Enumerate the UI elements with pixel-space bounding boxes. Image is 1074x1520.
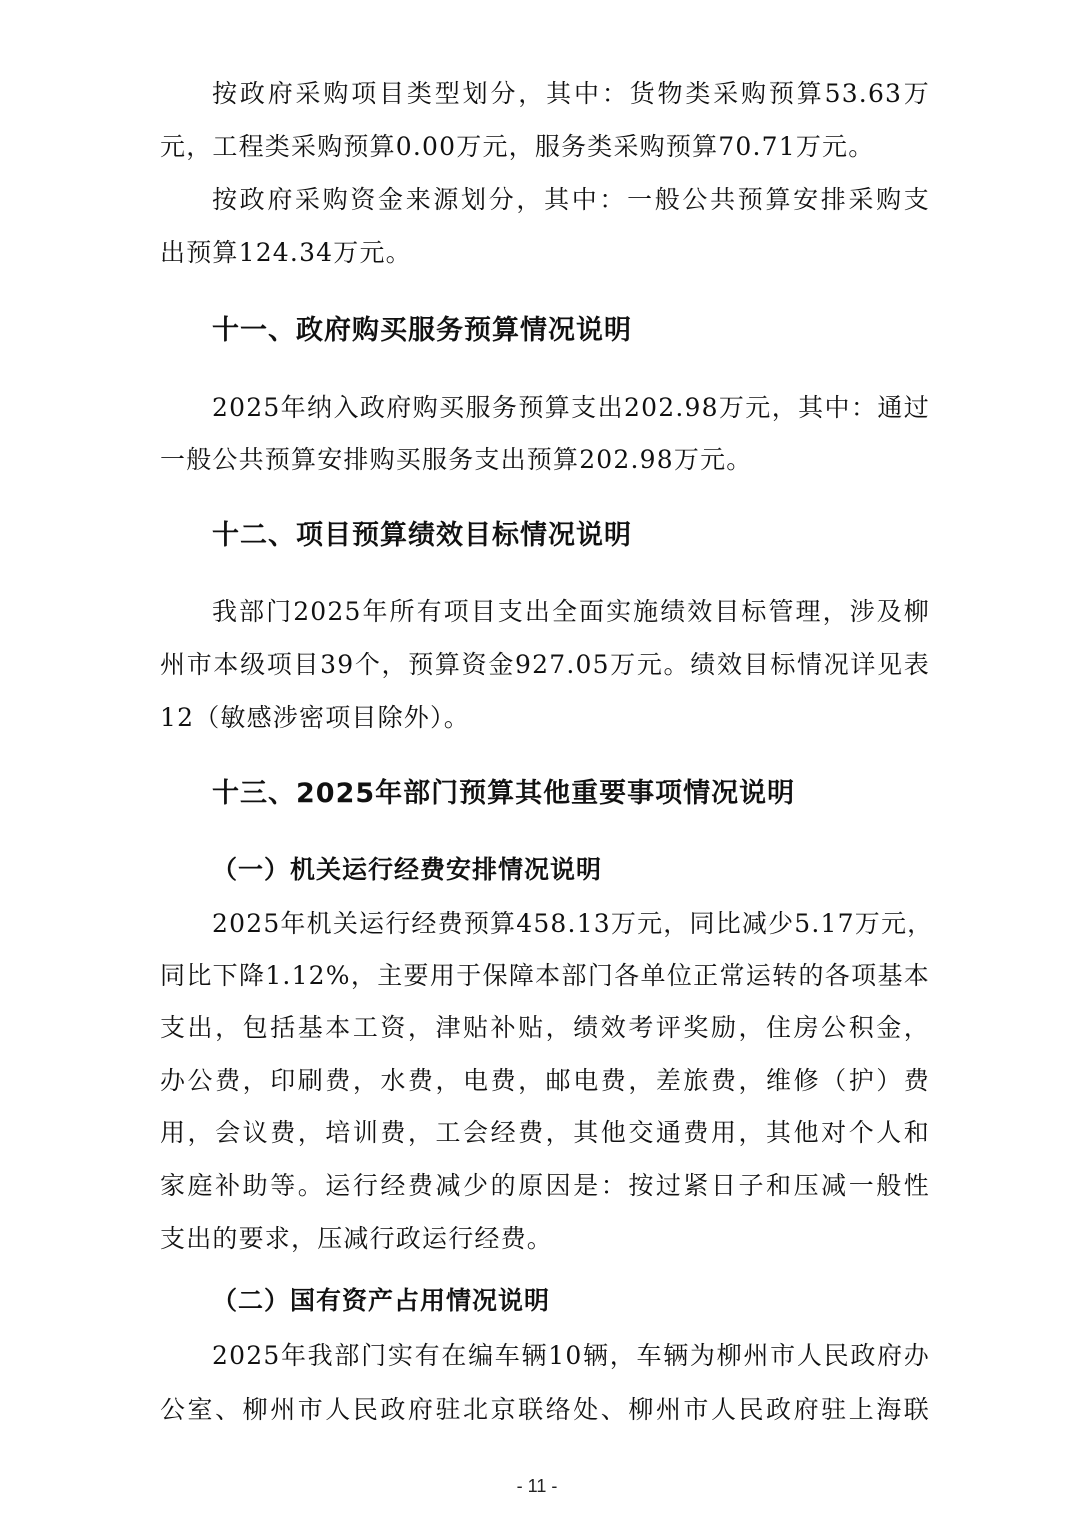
- paragraph-line: 12（敏感涉密项目除外）。: [160, 703, 470, 732]
- paragraph-line: 2025年纳入政府购买服务预算支出202.98万元，其中：通过: [212, 393, 930, 422]
- paragraph-line: 2025年机关运行经费预算458.13万元，同比减少5.17万元，: [212, 909, 934, 938]
- paragraph-line: 公室、柳州市人民政府驻北京联络处、柳州市人民政府驻上海联: [160, 1395, 930, 1424]
- paragraph-line: 2025年我部门实有在编车辆10辆，车辆为柳州市人民政府办: [212, 1341, 930, 1370]
- paragraph-line: 我部门2025年所有项目支出全面实施绩效目标管理，涉及柳: [212, 597, 930, 626]
- paragraph-line: 出预算124.34万元。: [160, 238, 412, 267]
- paragraph-line: 一般公共预算安排购买服务支出预算202.98万元。: [160, 445, 753, 474]
- paragraph-line: 支出的要求，压减行政运行经费。: [160, 1224, 554, 1253]
- subsection-heading-2: （二）国有资产占用情况说明: [212, 1286, 551, 1315]
- section-heading-12: 十二、项目预算绩效目标情况说明: [212, 520, 632, 551]
- paragraph-line: 家庭补助等。运行经费减少的原因是：按过紧日子和压减一般性: [160, 1171, 930, 1200]
- paragraph-line: 元，工程类采购预算0.00万元，服务类采购预算70.71万元。: [160, 132, 875, 161]
- paragraph-line: 办公费，印刷费，水费，电费，邮电费，差旅费，维修（护）费: [160, 1066, 930, 1095]
- paragraph-line: 支出，包括基本工资，津贴补贴，绩效考评奖励，住房公积金，: [160, 1013, 930, 1042]
- paragraph-line: 同比下降1.12%，主要用于保障本部门各单位正常运转的各项基本: [160, 961, 930, 990]
- paragraph-line: 用，会议费，培训费，工会经费，其他交通费用，其他对个人和: [160, 1118, 930, 1147]
- section-heading-11: 十一、政府购买服务预算情况说明: [212, 315, 632, 346]
- paragraph-line: 按政府采购资金来源划分，其中：一般公共预算安排采购支: [212, 185, 930, 214]
- paragraph-line: 按政府采购项目类型划分，其中：货物类采购预算53.63万: [212, 79, 930, 108]
- subsection-heading-1: （一）机关运行经费安排情况说明: [212, 855, 603, 884]
- paragraph-line: 州市本级项目39个，预算资金927.05万元。绩效目标情况详见表: [160, 650, 930, 679]
- page-number: - 11 -: [516, 1476, 558, 1496]
- section-heading-13: 十三、2025年部门预算其他重要事项情况说明: [212, 778, 796, 809]
